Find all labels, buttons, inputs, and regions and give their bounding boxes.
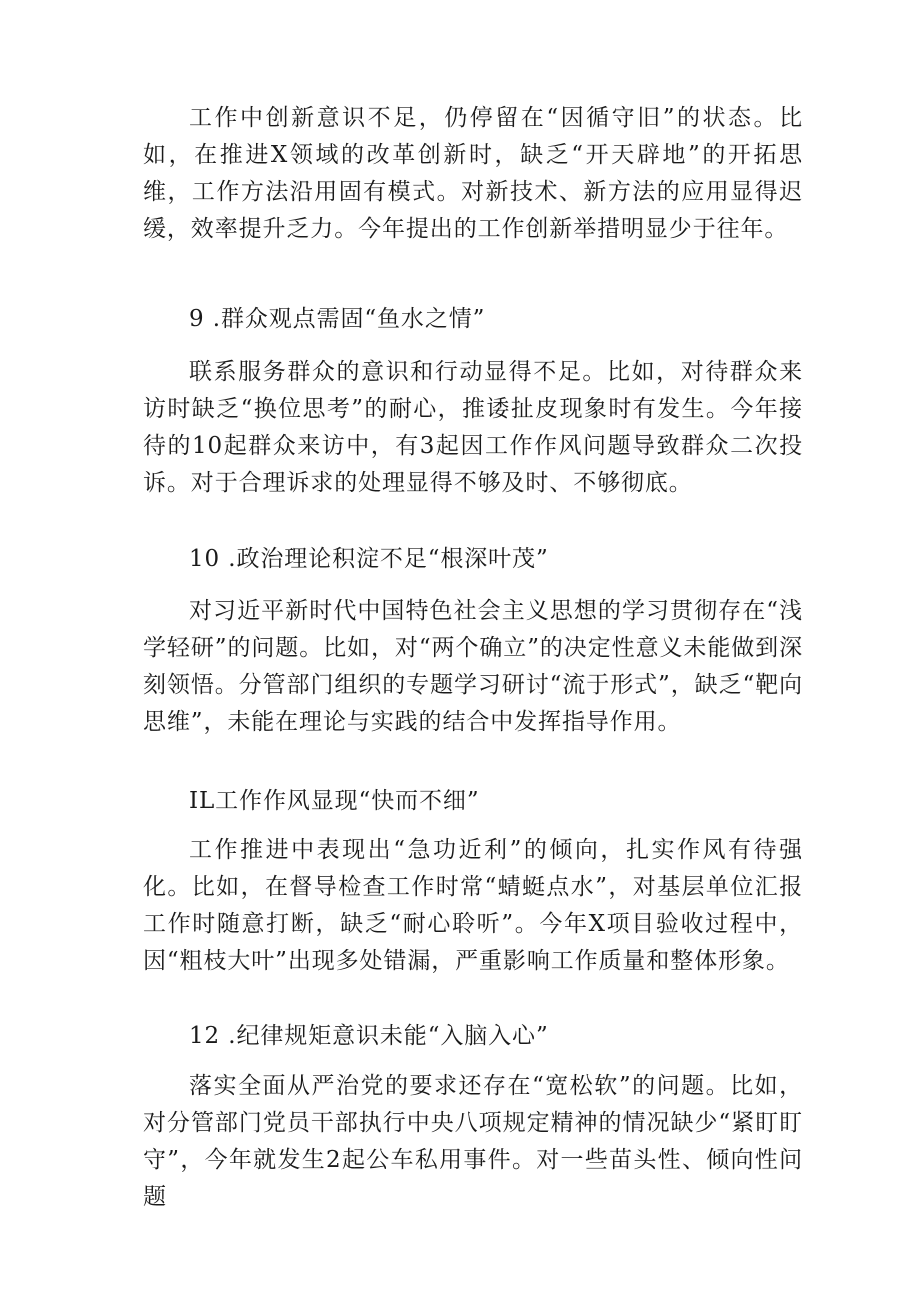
heading-10: 10 .政治理论积淀不足“根深叶茂” bbox=[189, 546, 549, 572]
heading-12: 12 .纪律规矩意识未能“入脑入心” bbox=[189, 1023, 549, 1049]
paragraph-10: 对习近平新时代中国特色社会主义思想的学习贯彻存在“浅学轻研”的问题。比如，对“两个确立”的决定性意义未能做到深刻领悟。分管部门组织的专题学习研讨“流于形式”，缺乏“靶向思维”，未能在理论与实践的结合中发挥指导作用。 bbox=[143, 598, 803, 735]
section-11-heading bbox=[143, 783, 803, 820]
section-innovation bbox=[143, 100, 803, 248]
section-12-heading bbox=[143, 1018, 803, 1055]
paragraph-12: 落实全面从严治党的要求还存在“宽松软”的问题。比如，对分管部门党员干部执行中央八项规定精神的情况缺少“紧盯盯守”，今年就发生2起公车私用事件。对一些苗头性、倾向性问题 bbox=[143, 1073, 803, 1210]
section-11 bbox=[143, 832, 803, 980]
heading-9: 9 .群众观点需固“鱼水之情” bbox=[189, 306, 486, 332]
section-10 bbox=[143, 593, 803, 741]
section-12 bbox=[143, 1068, 803, 1216]
paragraph-innovation: 工作中创新意识不足，仍停留在“因循守旧”的状态。比如，在推进X领域的改革创新时，缺乏“开天辟地”的开拓思维，工作方法沿用固有模式。对新技术、新方法的应用显得迟缓，效率提升乏力。今年提出的工作创新举措明显少于往年。 bbox=[143, 105, 803, 242]
paragraph-9: 联系服务群众的意识和行动显得不足。比如，对待群众来访时缺乏“换位思考”的耐心，推诿扯皮现象时有发生。今年接待的10起群众来访中，有3起因工作作风问题导致群众二次投诉。对于合理诉求的处理显得不够及时、不够彻底。 bbox=[143, 359, 803, 496]
heading-11: IL工作作风显现“快而不细” bbox=[189, 788, 480, 814]
section-9 bbox=[143, 354, 803, 502]
section-10-heading bbox=[143, 541, 803, 578]
section-9-heading bbox=[143, 301, 803, 338]
paragraph-11: 工作推进中表现出“急功近利”的倾向，扎实作风有待强化。比如，在督导检查工作时常“蜻蜓点水”，对基层单位汇报工作时随意打断，缺乏“耐心聆听”。今年X项目验收过程中，因“粗枝大叶”出现多处错漏，严重影响工作质量和整体形象。 bbox=[143, 837, 803, 974]
